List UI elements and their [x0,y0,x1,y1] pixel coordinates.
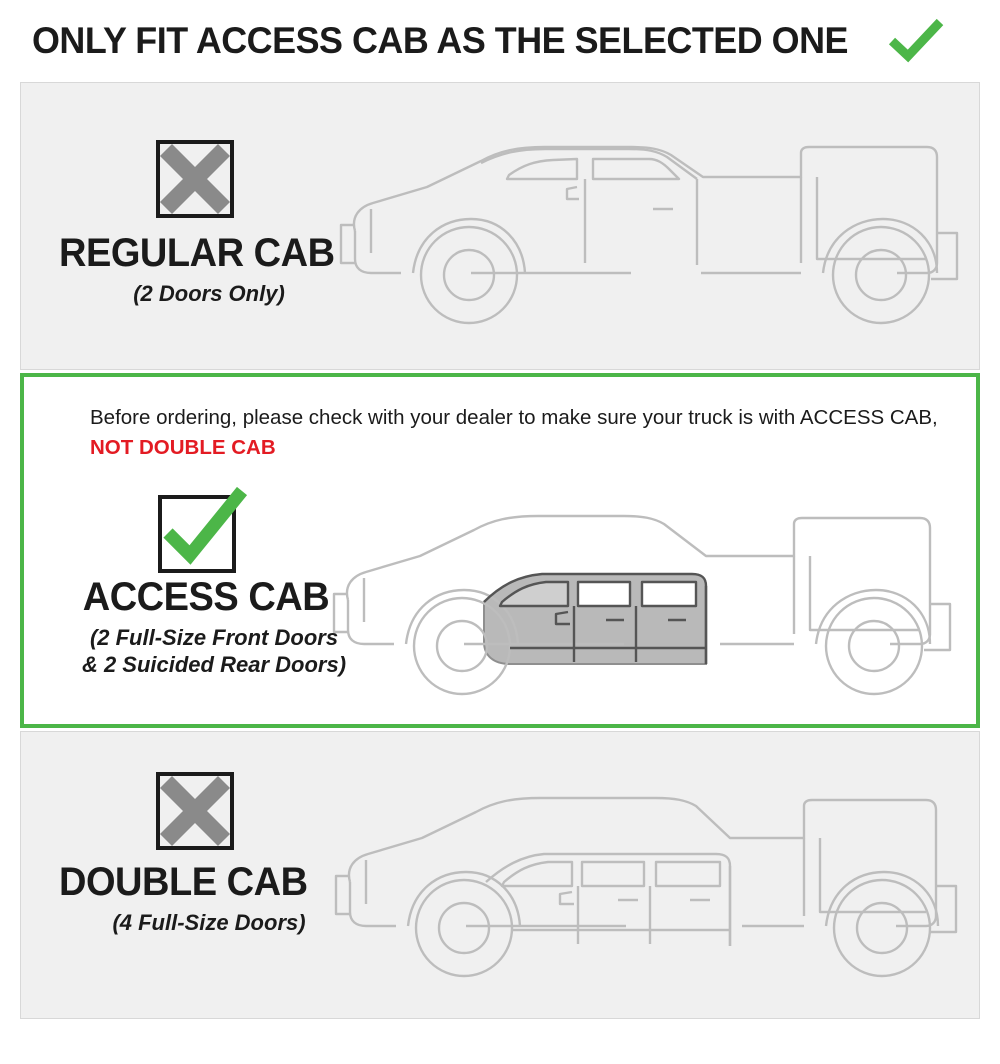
panel-double-cab [20,731,980,1019]
dealer-notice-warning: NOT DOUBLE CAB [90,435,276,459]
grey-x-checkbox-icon [154,770,236,857]
panel-regular-cab [20,82,980,370]
access-cab-subtitle-line1: (2 Full-Size Front Doors [89,625,339,650]
access-cab-name: ACCESS CAB [82,575,330,619]
page-header [20,0,980,82]
double-cab-name: DOUBLE CAB [59,860,308,904]
double-cab-subtitle: (4 Full-Size Doors) [112,910,306,935]
green-check-checkbox-icon [152,487,248,584]
regular-cab-name: REGULAR CAB [59,231,335,275]
panel-access-cab [20,373,980,728]
access-cab-truck-highlighted [324,472,974,717]
green-check-icon [887,18,945,64]
regular-cab-truck-outline [331,113,971,348]
dealer-notice-text: Before ordering, please check with your dealer to make sure your truck is with ACCESS CAB, [90,406,938,429]
regular-cab-labels [59,233,359,306]
page-title: ONLY FIT ACCESS CAB AS THE SELECTED ONE [32,20,848,61]
grey-x-checkbox-icon [154,138,236,225]
double-cab-labels [59,862,359,935]
regular-cab-subtitle: (2 Doors Only) [133,281,285,306]
access-cab-labels [54,577,374,678]
double-cab-truck-outline [326,750,976,1000]
access-cab-subtitle-line2: & 2 Suicided Rear Doors) [81,652,347,678]
dealer-notice [90,403,940,462]
